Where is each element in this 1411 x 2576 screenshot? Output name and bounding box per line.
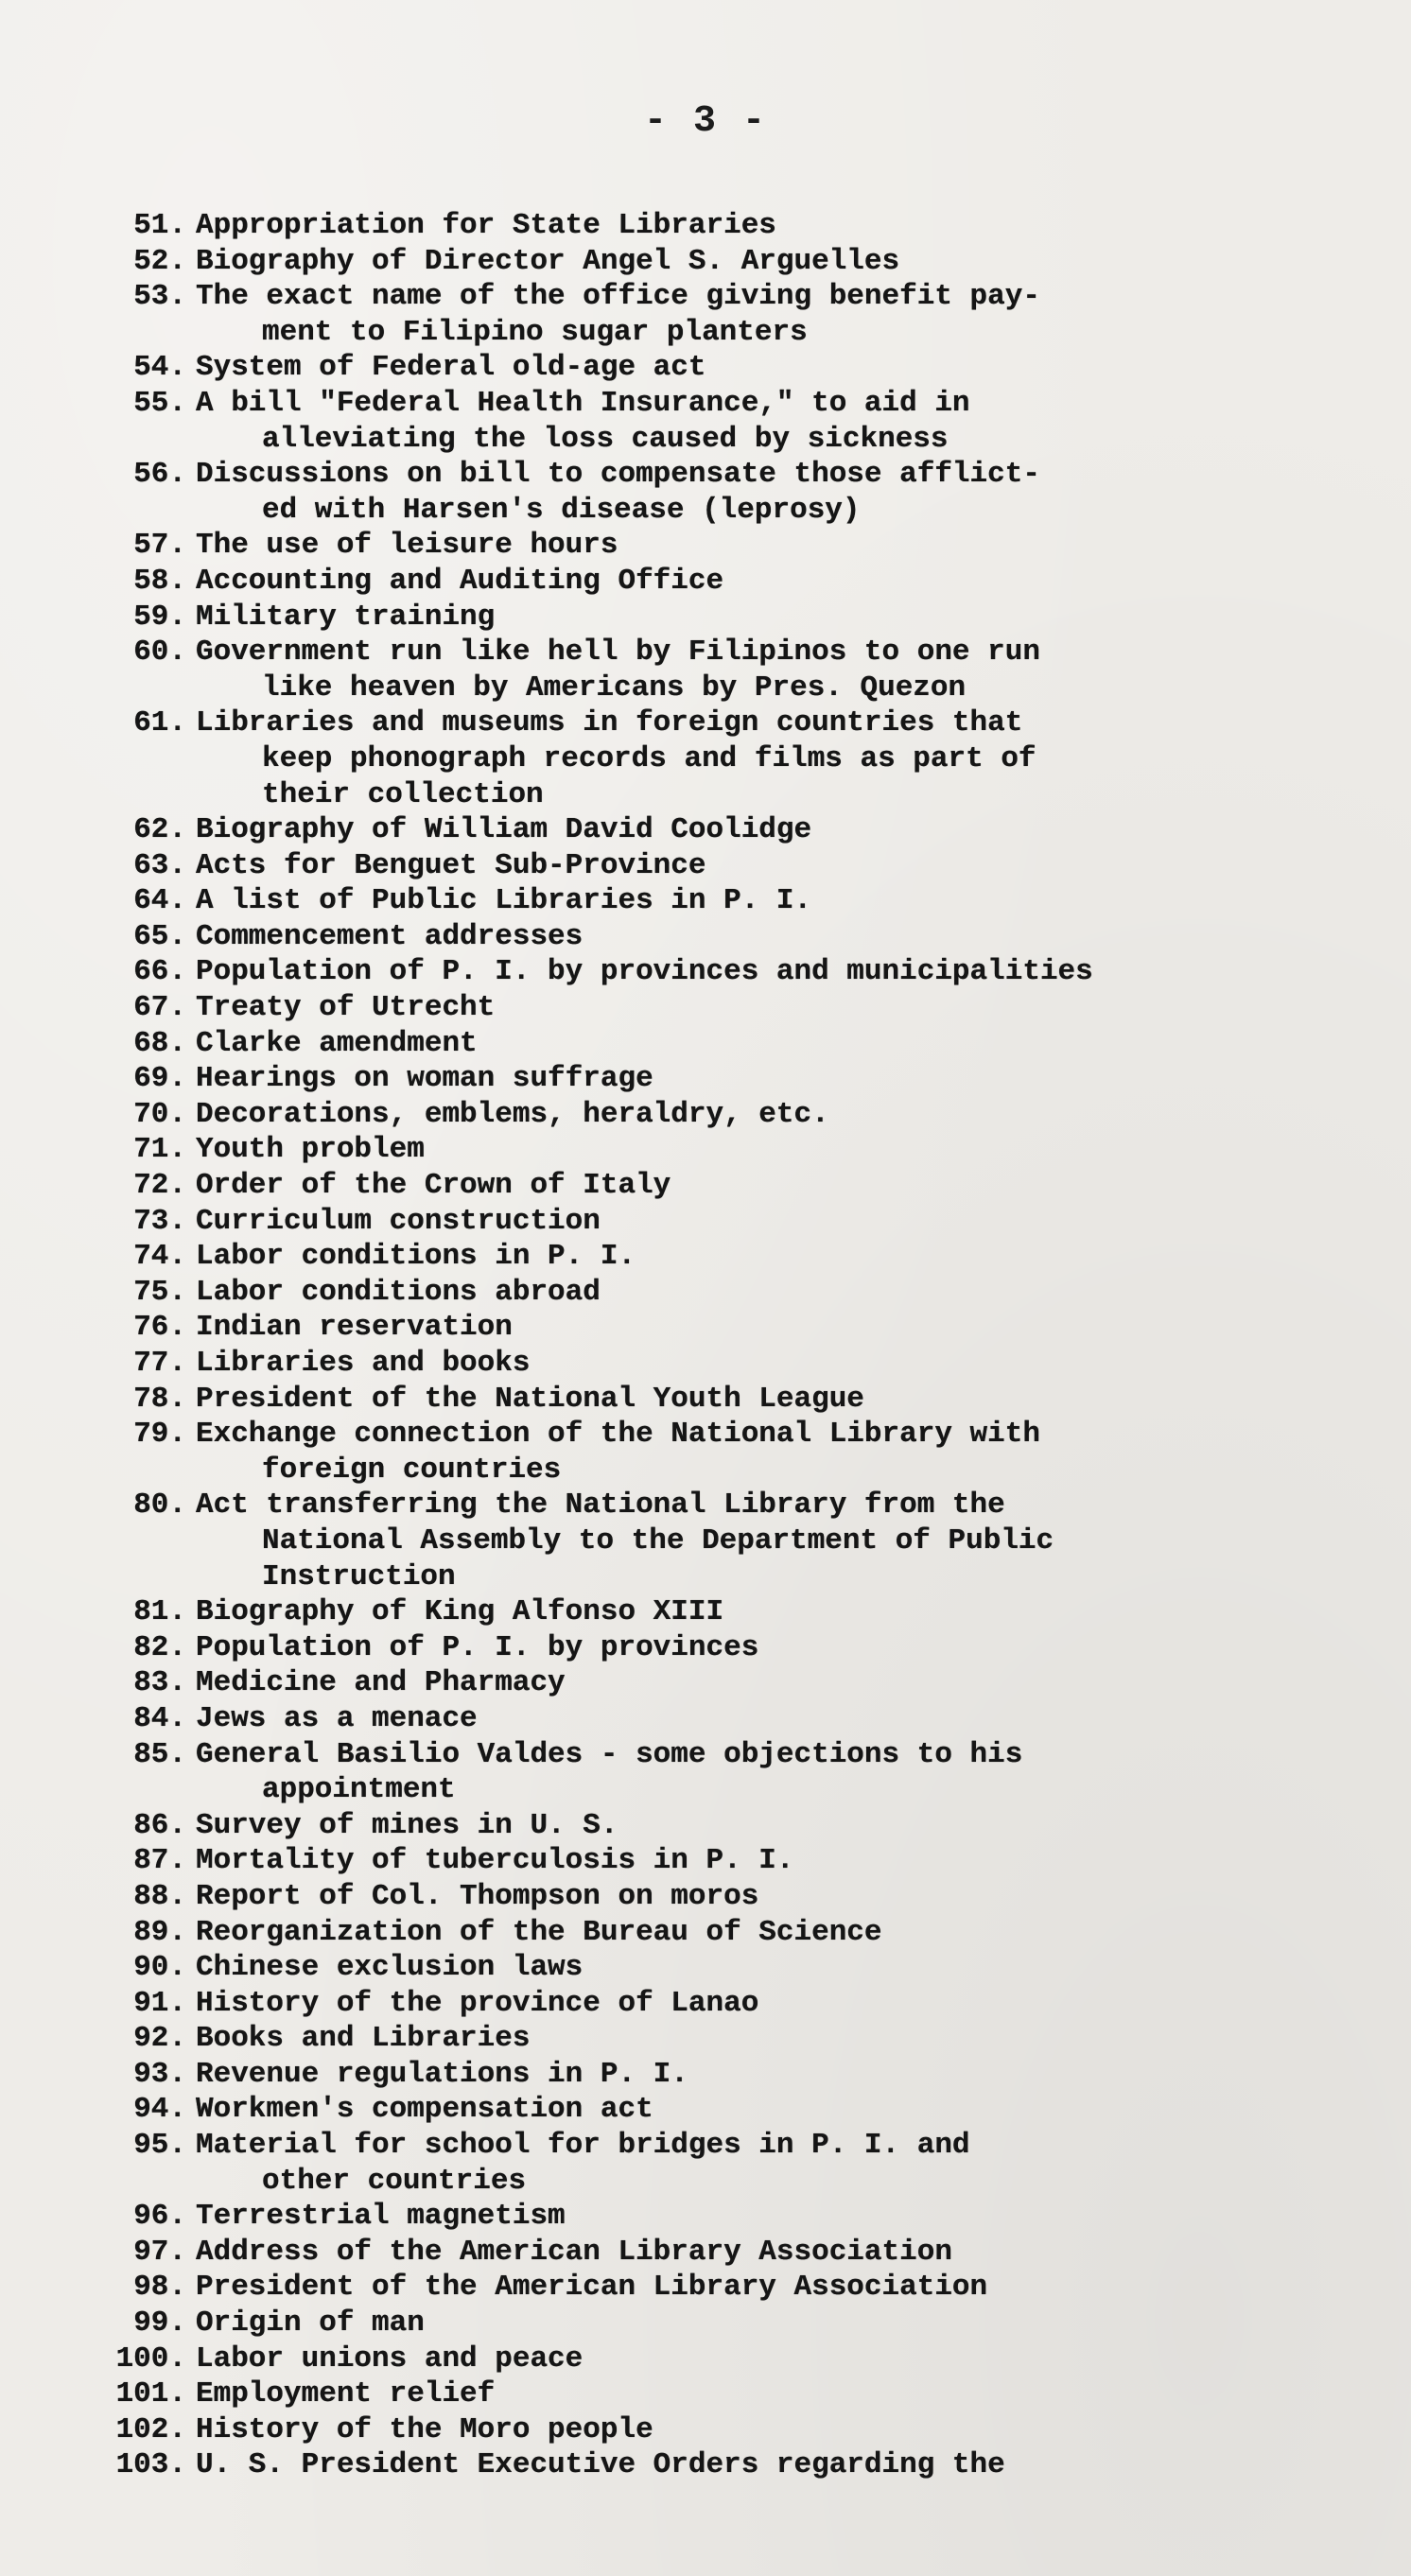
item-text xyxy=(186,2270,1367,2306)
item-line: Libraries and books xyxy=(196,1347,531,1380)
item-line: Population of P. I. by provinces xyxy=(196,1630,759,1664)
item-line: Labor unions and peace xyxy=(196,2341,584,2376)
item-text xyxy=(186,1061,1367,1097)
item-line: Hearings on woman suffrage xyxy=(196,1062,653,1096)
item-number: 88. xyxy=(133,1879,186,1913)
list-item xyxy=(109,705,1367,812)
item-text xyxy=(186,457,1367,528)
item-line: Mortality of tuberculosis in P. I. xyxy=(196,1844,794,1878)
list-item xyxy=(109,1843,1367,1879)
item-text xyxy=(186,1310,1367,1346)
list-item xyxy=(109,848,1367,884)
list-item xyxy=(109,1737,1367,1808)
list-item xyxy=(109,1630,1367,1666)
item-line: Exchange connection of the National Library with xyxy=(196,1418,1040,1452)
item-number: 93. xyxy=(133,2057,186,2091)
item-line: Biography of King Alfonso XIII xyxy=(196,1595,724,1629)
item-number: 58. xyxy=(133,564,186,598)
item-number: 103. xyxy=(115,2448,186,2482)
item-number: 74. xyxy=(133,1240,186,1274)
item-line: Books and Libraries xyxy=(196,2022,531,2056)
item-number: 63. xyxy=(133,848,186,882)
item-continuation-line: appointment xyxy=(262,1773,456,1807)
item-text xyxy=(186,1594,1367,1630)
item-text xyxy=(186,919,1367,955)
item-number: 70. xyxy=(133,1097,186,1131)
item-text xyxy=(186,2057,1367,2093)
item-text xyxy=(186,1132,1367,1168)
item-text xyxy=(186,564,1367,600)
item-text xyxy=(186,705,1367,812)
item-line: Acts for Benguet Sub-Province xyxy=(196,848,706,882)
item-line: A bill "Federal Health Insurance," to aid in xyxy=(196,386,970,420)
list-item xyxy=(109,1061,1367,1097)
item-number: 87. xyxy=(133,1844,186,1878)
list-item xyxy=(109,1665,1367,1701)
item-number: 95. xyxy=(133,2129,186,2163)
item-line: The use of leisure hours xyxy=(196,529,618,563)
item-text xyxy=(186,279,1367,350)
item-number: 98. xyxy=(133,2271,186,2305)
item-continuation-line: alleviating the loss caused by sickness xyxy=(262,422,949,456)
list-item xyxy=(109,2376,1367,2412)
item-line: Biography of Director Angel S. Arguelles xyxy=(196,244,900,278)
item-number: 60. xyxy=(133,635,186,670)
item-number: 68. xyxy=(133,1026,186,1060)
item-text xyxy=(186,1737,1367,1808)
item-line: Act transferring the National Library from the xyxy=(196,1488,1005,1523)
item-text xyxy=(186,1239,1367,1275)
list-item xyxy=(109,2235,1367,2271)
item-text xyxy=(186,2021,1367,2057)
list-item xyxy=(109,2447,1367,2483)
item-number: 84. xyxy=(133,1701,186,1735)
list-item xyxy=(109,1275,1367,1311)
list-item xyxy=(109,1808,1367,1844)
item-text xyxy=(186,208,1367,244)
item-line: Origin of man xyxy=(196,2306,425,2341)
item-text xyxy=(186,812,1367,848)
list-item xyxy=(109,812,1367,848)
item-number: 100. xyxy=(115,2341,186,2376)
list-item xyxy=(109,990,1367,1026)
item-continuation-line: ed with Harsen's disease (leprosy) xyxy=(262,493,861,527)
list-item xyxy=(109,1132,1367,1168)
item-text xyxy=(186,954,1367,990)
item-text xyxy=(186,2128,1367,2199)
item-number: 82. xyxy=(133,1630,186,1664)
item-number: 79. xyxy=(133,1418,186,1452)
item-line: Treaty of Utrecht xyxy=(196,991,496,1025)
list-item xyxy=(109,1382,1367,1418)
item-line: Military training xyxy=(196,600,496,634)
item-line: Government run like hell by Filipinos to one run xyxy=(196,635,1040,670)
item-text xyxy=(186,528,1367,564)
item-line: Employment relief xyxy=(196,2377,496,2411)
list-item xyxy=(109,2092,1367,2128)
item-number: 73. xyxy=(133,1204,186,1238)
list-item xyxy=(109,1986,1367,2022)
item-number: 62. xyxy=(133,813,186,847)
item-line: System of Federal old-age act xyxy=(196,351,706,385)
list-item xyxy=(109,2057,1367,2093)
item-number: 64. xyxy=(133,884,186,918)
item-line: Youth problem xyxy=(196,1133,425,1167)
item-number: 52. xyxy=(133,244,186,278)
item-text xyxy=(186,1808,1367,1844)
item-line: History of the Moro people xyxy=(196,2412,653,2446)
item-text xyxy=(186,2235,1367,2271)
item-number: 99. xyxy=(133,2306,186,2341)
item-text xyxy=(186,386,1367,457)
item-continuation-line: National Assembly to the Department of Public xyxy=(262,1523,1054,1558)
item-number: 86. xyxy=(133,1808,186,1842)
item-line: Address of the American Library Association xyxy=(196,2235,952,2269)
item-number: 85. xyxy=(133,1737,186,1771)
item-line: Appropriation for State Libraries xyxy=(196,209,776,242)
item-line: Libraries and museums in foreign countries that xyxy=(196,706,1023,740)
item-line: Indian reservation xyxy=(196,1311,513,1345)
item-line: A list of Public Libraries in P. I. xyxy=(196,884,812,918)
item-text xyxy=(186,1275,1367,1311)
list-item xyxy=(109,1701,1367,1737)
item-line: Commencement addresses xyxy=(196,919,584,953)
item-line: Workmen's compensation act xyxy=(196,2093,653,2127)
item-number: 61. xyxy=(133,706,186,740)
list-item xyxy=(109,919,1367,955)
item-line: Medicine and Pharmacy xyxy=(196,1666,566,1700)
list-item xyxy=(109,635,1367,705)
item-number: 56. xyxy=(133,458,186,492)
item-text xyxy=(186,1204,1367,1240)
item-number: 91. xyxy=(133,1986,186,2020)
item-line: Material for school for bridges in P. I. and xyxy=(196,2129,970,2163)
page-number: - 3 - xyxy=(643,100,768,143)
item-number: 97. xyxy=(133,2235,186,2269)
item-number: 71. xyxy=(133,1133,186,1167)
item-continuation-line: Instruction xyxy=(262,1559,456,1593)
item-text xyxy=(186,635,1367,705)
item-number: 80. xyxy=(133,1488,186,1523)
item-text xyxy=(186,1843,1367,1879)
item-number: 65. xyxy=(133,919,186,953)
item-line: President of the American Library Association xyxy=(196,2271,988,2305)
item-text xyxy=(186,2092,1367,2128)
item-line: General Basilio Valdes - some objections to his xyxy=(196,1737,1023,1771)
item-number: 66. xyxy=(133,955,186,989)
item-number: 67. xyxy=(133,991,186,1025)
list-item xyxy=(109,208,1367,244)
item-line: Survey of mines in U. S. xyxy=(196,1808,618,1842)
list-item xyxy=(109,2199,1367,2235)
item-text xyxy=(186,990,1367,1026)
item-continuation-line: their collection xyxy=(262,777,544,811)
item-text xyxy=(186,1488,1367,1594)
list-item xyxy=(109,2341,1367,2377)
item-text xyxy=(186,1097,1367,1133)
item-text xyxy=(186,1382,1367,1418)
item-number: 69. xyxy=(133,1062,186,1096)
list-item xyxy=(109,2270,1367,2306)
item-line: Reorganization of the Bureau of Science xyxy=(196,1915,882,1949)
item-line: Order of the Crown of Italy xyxy=(196,1169,671,1203)
item-number: 94. xyxy=(133,2093,186,2127)
item-line: Terrestrial magnetism xyxy=(196,2200,566,2234)
item-number: 57. xyxy=(133,529,186,563)
item-continuation-line: foreign countries xyxy=(262,1453,562,1487)
item-text xyxy=(186,2376,1367,2412)
item-text xyxy=(186,2447,1367,2483)
item-text xyxy=(186,1915,1367,1951)
item-number: 101. xyxy=(115,2377,186,2411)
item-number: 89. xyxy=(133,1915,186,1949)
list-item xyxy=(109,954,1367,990)
list-item xyxy=(109,2306,1367,2341)
item-number: 83. xyxy=(133,1666,186,1700)
item-text xyxy=(186,1986,1367,2022)
item-text xyxy=(186,1665,1367,1701)
item-number: 75. xyxy=(133,1275,186,1309)
item-number: 81. xyxy=(133,1595,186,1629)
item-number: 78. xyxy=(133,1382,186,1416)
item-text xyxy=(186,883,1367,919)
list-item xyxy=(109,244,1367,280)
list-item xyxy=(109,350,1367,386)
item-line: U. S. President Executive Orders regarding the xyxy=(196,2448,1005,2482)
list-item xyxy=(109,2128,1367,2199)
list-item xyxy=(109,1168,1367,1204)
item-number: 54. xyxy=(133,351,186,385)
item-line: Biography of William David Coolidge xyxy=(196,813,812,847)
item-line: The exact name of the office giving benefit pay- xyxy=(196,280,1040,314)
item-continuation-line: ment to Filipino sugar planters xyxy=(262,315,808,349)
item-number: 59. xyxy=(133,600,186,634)
item-text xyxy=(186,2341,1367,2377)
item-text xyxy=(186,1346,1367,1382)
list-item xyxy=(109,1097,1367,1133)
item-line: Jews as a menace xyxy=(196,1701,478,1735)
list-item xyxy=(109,1026,1367,1062)
item-text xyxy=(186,600,1367,635)
list-item xyxy=(109,2412,1367,2448)
item-text xyxy=(186,848,1367,884)
list-item xyxy=(109,386,1367,457)
item-line: Labor conditions in P. I. xyxy=(196,1240,636,1274)
item-line: Curriculum construction xyxy=(196,1204,601,1238)
item-number: 102. xyxy=(115,2412,186,2446)
list-item xyxy=(109,564,1367,600)
list-item xyxy=(109,1950,1367,1986)
item-text xyxy=(186,2199,1367,2235)
item-number: 51. xyxy=(133,209,186,242)
item-text xyxy=(186,1168,1367,1204)
item-line: Report of Col. Thompson on moros xyxy=(196,1879,759,1913)
item-number: 55. xyxy=(133,386,186,420)
list-item xyxy=(109,1204,1367,1240)
item-line: Decorations, emblems, heraldry, etc. xyxy=(196,1097,829,1131)
item-line: Discussions on bill to compensate those afflict- xyxy=(196,458,1040,492)
list-item xyxy=(109,2021,1367,2057)
item-text xyxy=(186,2306,1367,2341)
item-continuation-line: other countries xyxy=(262,2164,527,2198)
list-item xyxy=(109,279,1367,350)
item-line: President of the National Youth League xyxy=(196,1382,864,1416)
item-text xyxy=(186,1630,1367,1666)
item-line: Accounting and Auditing Office xyxy=(196,564,724,598)
list-item xyxy=(109,1346,1367,1382)
list-item xyxy=(109,883,1367,919)
list-item xyxy=(109,457,1367,528)
item-number: 72. xyxy=(133,1169,186,1203)
item-text xyxy=(186,1950,1367,1986)
item-number: 92. xyxy=(133,2022,186,2056)
item-number: 53. xyxy=(133,280,186,314)
item-line: Chinese exclusion laws xyxy=(196,1951,584,1985)
list-item xyxy=(109,1594,1367,1630)
item-text xyxy=(186,1701,1367,1737)
item-text xyxy=(186,1026,1367,1062)
list-item xyxy=(109,1879,1367,1915)
item-text xyxy=(186,350,1367,386)
item-number: 90. xyxy=(133,1951,186,1985)
item-number: 96. xyxy=(133,2200,186,2234)
item-line: Clarke amendment xyxy=(196,1026,478,1060)
item-line: History of the province of Lanao xyxy=(196,1986,759,2020)
list-item xyxy=(109,528,1367,564)
item-continuation-line: like heaven by Americans by Pres. Quezon xyxy=(262,670,967,705)
topic-list xyxy=(109,208,1367,2483)
list-item xyxy=(109,1239,1367,1275)
item-text xyxy=(186,1879,1367,1915)
list-item xyxy=(109,1488,1367,1594)
item-text xyxy=(186,244,1367,280)
item-line: Population of P. I. by provinces and municipalities xyxy=(196,955,1093,989)
list-item xyxy=(109,600,1367,635)
item-line: Revenue regulations in P. I. xyxy=(196,2057,688,2091)
list-item xyxy=(109,1310,1367,1346)
list-item xyxy=(109,1915,1367,1951)
item-text xyxy=(186,1417,1367,1488)
item-number: 76. xyxy=(133,1311,186,1345)
list-item xyxy=(109,1417,1367,1488)
item-text xyxy=(186,2412,1367,2448)
item-line: Labor conditions abroad xyxy=(196,1275,601,1309)
item-number: 77. xyxy=(133,1347,186,1380)
item-continuation-line: keep phonograph records and films as part of xyxy=(262,741,1036,775)
